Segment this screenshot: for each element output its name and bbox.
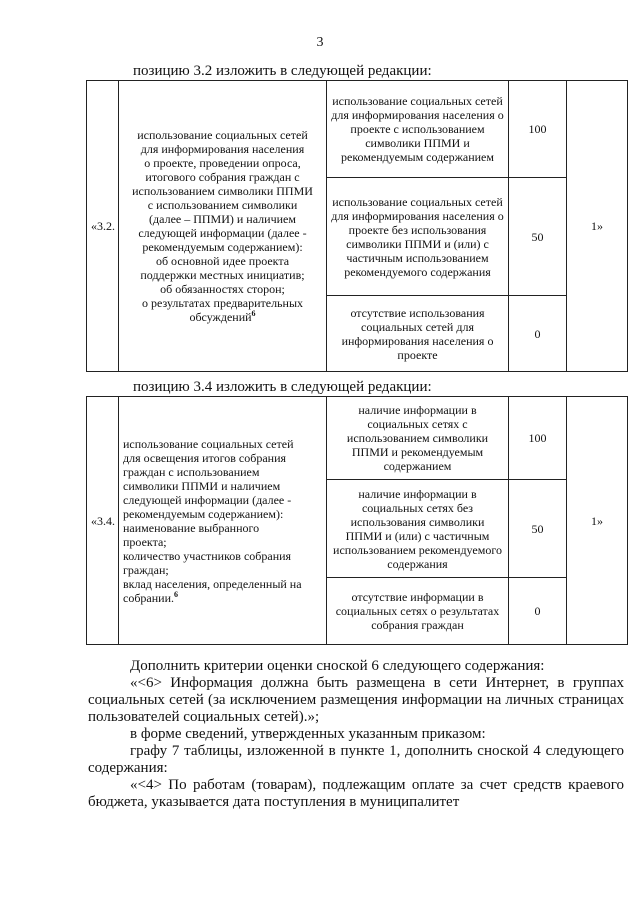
desc-line: следующей информации (далее -: [123, 492, 292, 507]
desc-line: наименование выбранного: [123, 520, 260, 535]
criteria-table-3-4: [86, 396, 628, 645]
criterion-description: [119, 81, 327, 372]
criterion-description: [119, 397, 327, 645]
weight-cell: 1»: [567, 81, 628, 372]
option-score: 100: [509, 397, 567, 480]
desc-line: количество участников собрания: [123, 548, 292, 563]
position-number: «3.4.: [87, 397, 119, 645]
option-score: 100: [509, 81, 567, 178]
desc-line: о результатах предварительных: [141, 296, 304, 310]
desc-line: (далее – ППМИ) и наличием: [149, 212, 296, 226]
desc-line: использованием символики ППМИ: [132, 184, 313, 198]
footnote-mark: 6: [251, 309, 256, 318]
paragraph: Дополнить критерии оценки сноской 6 следующего содержания:: [130, 658, 545, 674]
option-score: 0: [509, 296, 567, 372]
body-text: [88, 658, 624, 811]
option-score: 0: [509, 578, 567, 645]
footnote-mark: 6: [174, 589, 179, 599]
option-text: отсутствие использования социальных сетей для информирования населения о проекте: [327, 296, 509, 372]
page-number: 3: [316, 35, 324, 50]
desc-line: собрании.: [123, 590, 175, 605]
desc-line: поддержки местных инициатив;: [140, 268, 305, 282]
desc-line: символики ППМИ и наличием: [123, 478, 281, 493]
paragraph: «<4> По работам (товарам), подлежащим оплате за счет средств краевого бюджета, указывается дата поступления в муниципалитет: [88, 777, 624, 810]
desc-line: рекомендуемым содержанием):: [142, 240, 303, 254]
position-number: «3.2.: [87, 81, 119, 372]
desc-line: итогового собрания граждан с: [145, 170, 300, 184]
desc-line: с использованием символики: [147, 198, 298, 212]
option-text: наличие информации в социальных сетях без использования символики ППМИ и (или) с частичным использованием рекомендуемого содержания: [327, 480, 509, 578]
paragraph: графу 7 таблицы, изложенной в пункте 1, дополнить сноской 4 следующего содержания:: [88, 743, 624, 776]
desc-line: для информирования населения: [140, 142, 305, 156]
desc-line: вклад населения, определенный на: [123, 576, 302, 591]
weight-cell: 1»: [567, 397, 628, 645]
desc-line: использование социальных сетей: [123, 436, 294, 451]
desc-line: следующей информации (далее -: [138, 226, 307, 240]
desc-line: об обязанностях сторон;: [160, 282, 285, 296]
desc-line: об основной идее проекта: [155, 254, 290, 268]
desc-line: обсуждений: [189, 310, 252, 324]
option-text: наличие информации в социальных сетях с использованием символики ППМИ и рекомендуемым содержанием: [327, 397, 509, 480]
desc-line: граждан;: [123, 562, 169, 577]
paragraph: «<6> Информация должна быть размещена в сети Интернет, в группах социальных сетей (за исключением размещения информации на личных страницах пользователей социальных сетей).»;: [88, 675, 624, 725]
desc-line: рекомендуемым содержанием):: [123, 506, 284, 521]
desc-line: для освещения итогов собрания: [123, 450, 287, 465]
lead-text-3-4: позицию 3.4 изложить в следующей редакции:: [133, 379, 432, 395]
option-text: использование социальных сетей для информирования населения о проекте с использованием символики ППМИ и рекомендуемым содержанием: [327, 81, 509, 178]
option-score: 50: [509, 480, 567, 578]
option-text: отсутствие информации в социальных сетях о результатах собрания граждан: [327, 578, 509, 645]
option-text: использование социальных сетей для информирования населения о проекте без использования символики ППМИ и (или) с частичным использованием рекомендуемого содержания: [327, 178, 509, 296]
desc-line: граждан с использованием: [123, 464, 260, 479]
option-score: 50: [509, 178, 567, 296]
criteria-table-3-2: [86, 80, 628, 372]
paragraph: в форме сведений, утвержденных указанным приказом:: [130, 726, 486, 742]
desc-line: проекта;: [123, 534, 167, 549]
lead-text-3-2: позицию 3.2 изложить в следующей редакции:: [133, 63, 432, 79]
desc-line: использование социальных сетей: [137, 128, 308, 142]
desc-line: о проекте, проведении опроса,: [144, 156, 301, 170]
